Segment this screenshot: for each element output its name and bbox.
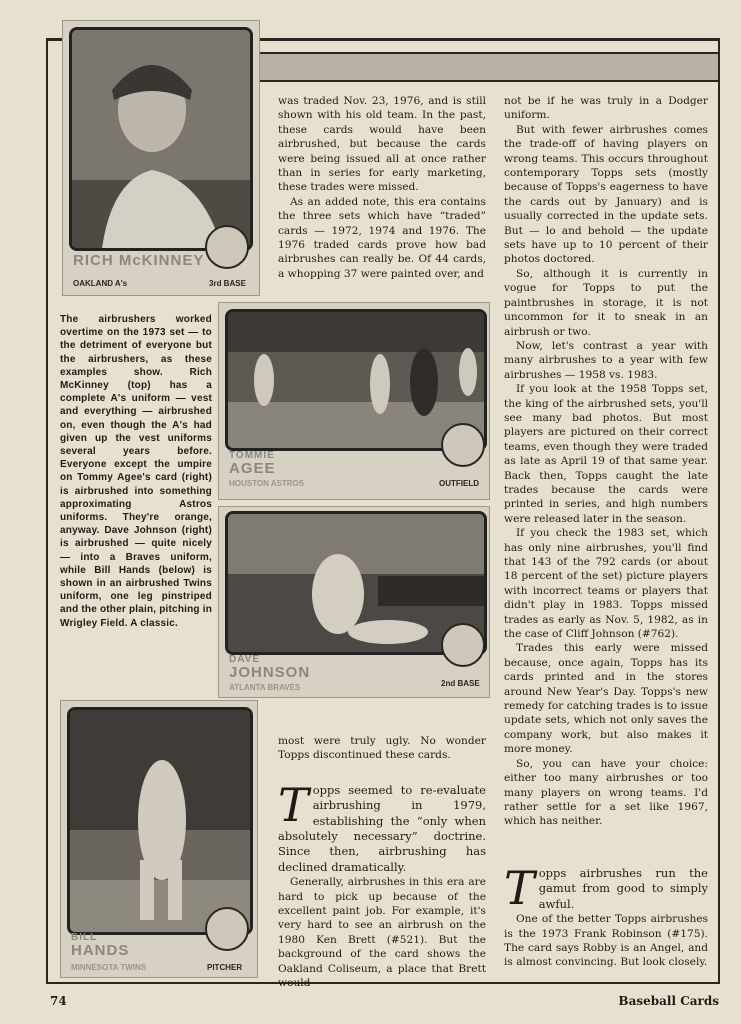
drop-cap: T	[278, 777, 309, 832]
card-team-agee: HOUSTON ASTROS	[229, 479, 305, 488]
fielder-icon	[205, 225, 249, 269]
section-lead	[278, 777, 486, 875]
paragraph: most were truly ugly. No wonder Topps discontinued these cards.	[278, 735, 486, 762]
paragraph: Trades this early were missed because, once again, Topps has its cards printed and in the stores around New Year's Day. Topps's new remedy for catching trades is to issue update sets, which not only saves the company work, but also makes it more money.	[504, 642, 708, 756]
card-position-hands: PITCHER	[207, 963, 243, 972]
paragraph: If you look at the 1958 Topps set, the king of the airbrushed sets, you'll see many bad photos. But most players are pictured on their correct teams, even though they were traded as late as April 19 of that same year. Back then, Topps caught the late trades because the cards were printed in series, and high numbers were released later in the season.	[504, 383, 708, 525]
card-first-hands: BILL	[71, 932, 98, 943]
paragraph: not be if he was truly in a Dodger uniform.	[504, 95, 708, 122]
paragraph: was traded Nov. 23, 1976, and is still shown with his old team. In the past, these cards would have been airbrushed, but because the cards were being issued all at once rather than in series for early marketing, these trades were missed.	[278, 95, 486, 194]
running-footer: Baseball Cards	[618, 994, 719, 1008]
card-photo-mckinney	[69, 27, 253, 251]
card-mckinney	[62, 20, 260, 296]
paragraph: As an added note, this era contains the three sets which have “traded” cards — 1972, 1974 and 1976. The 1976 traded cards prove how bad airbrushes can really be. Of 44 cards, a whopping 37 were painted over, and	[278, 195, 486, 280]
paragraph: Now, let's contrast a year with many airbrushes to a year with few airbrushes — 1958 vs. 1983.	[504, 339, 708, 381]
card-team-mckinney: OAKLAND A's	[73, 279, 128, 288]
card-photo-hands	[67, 707, 253, 935]
article-column-1-top	[278, 94, 486, 281]
card-hands	[60, 700, 258, 978]
article-column-2	[504, 94, 708, 829]
left-rule	[46, 38, 48, 984]
card-first-agee: TOMMIE	[229, 450, 275, 461]
card-position-agee: OUTFIELD	[439, 479, 479, 488]
article-column-1-bottom	[278, 734, 486, 991]
paragraph: So, you can have your choice: either too many airbrushes or too many players on wrong teams. I'd rather settle for a set like 1967, which has neither.	[504, 757, 708, 828]
infielder-icon	[441, 623, 485, 667]
pitcher-icon	[205, 907, 249, 951]
outfielder-icon	[441, 423, 485, 467]
card-name-mckinney: RICH McKINNEY	[73, 252, 205, 269]
paragraph: One of the better Topps airbrushes is the 1973 Frank Robinson (#175). The card says Robby is an Angel, and is almost convincing. But look closely.	[504, 913, 708, 969]
photo-caption: The airbrushers worked overtime on the 1973 set — to the detriment of everyone but the airbrushers, as these examples show. Rich McKinney (top) has a complete A's uniform — vest and everything — airbrushed on, even though the A's had given up the vest uniforms several years before. Everyone except the umpire on Tommy Agee's card (right) is airbrushed into something approximating Astros uniforms. They're orange, anyway. Dave Johnson (right) is airbrushed — quite nicely — into a Braves uniform, while Bill Hands (below) is shown in an airbrushed Twins uniform, one leg pinstriped and the other plain, pitching in Wrigley Field. A classic.	[60, 314, 212, 629]
lead-text: opps airbrushes run the gamut from good to simply awful.	[538, 866, 708, 911]
paragraph: So, although it is currently in vogue for Topps to put the paintbrushes in storage, it is not uncommon for it to sneak in an airbrush or two.	[504, 267, 708, 338]
section-lead	[504, 861, 708, 915]
page-number: 74	[50, 994, 67, 1008]
card-team-hands: MINNESOTA TWINS	[71, 963, 147, 972]
paragraph: If you check the 1983 set, which has only nine airbrushes, you'll find that 143 of the 792 cards (or about 18 percent of the set) picture players with incorrect teams or players that didn't play in 1983. Topps missed trades as early as Nov. 5, 1982, as in the case of Cliff Johnson (#762).	[504, 527, 708, 641]
card-first-johnson: DAVE	[229, 654, 261, 665]
right-rule	[718, 38, 720, 984]
paragraph: But with fewer airbrushes comes the trade-off of having players on wrong teams. This occurs throughout contemporary Topps sets (mostly because of Topps's eagerness to have the cards out by January) and is usually corrected in the update sets. But — lo and behold — the update sets have up to 10 percent of their photos doctored.	[504, 123, 708, 266]
lead-text: opps seemed to re-evaluate airbrushing in 1979, establishing the “only when absolutely necessary” doctrine. Since then, airbrushing has declined dramatically.	[278, 782, 486, 874]
card-team-johnson: ATLANTA BRAVES	[229, 683, 301, 692]
paragraph: Generally, airbrushes in this era are hard to pick up because of the excellent paint job. For example, it's very hard to see an airbrush on the 1980 Ken Brett (#521). But the background of the card shows the Oakland Coliseum, a place that Brett would	[278, 876, 486, 990]
article-column-2-bottom	[504, 861, 708, 970]
card-position-johnson: 2nd BASE	[441, 679, 480, 688]
card-last-hands: HANDS	[71, 942, 130, 959]
card-johnson	[218, 506, 490, 698]
card-position-mckinney: 3rd BASE	[209, 279, 246, 288]
card-last-johnson: JOHNSON	[229, 664, 311, 681]
drop-cap: T	[504, 861, 535, 915]
header-band	[260, 52, 720, 82]
card-agee	[218, 302, 490, 500]
card-last-agee: AGEE	[229, 460, 276, 477]
